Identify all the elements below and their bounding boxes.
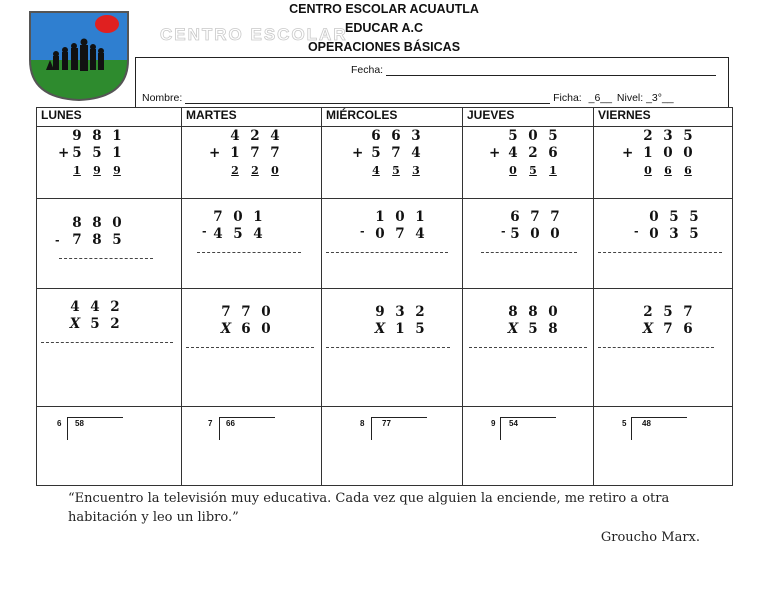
addition-cell: [37, 127, 182, 199]
nombre-field[interactable]: [142, 92, 674, 104]
nivel-value: _3°__: [646, 92, 674, 104]
minus-sign: -: [202, 225, 207, 238]
ficha-value: _6__: [588, 92, 612, 104]
addition-cell: [594, 127, 733, 199]
multiplication-problem: 7 7 0 X 6 0: [216, 304, 276, 338]
subtraction-problem: 1 0 1 - 0 7 4: [360, 209, 425, 242]
answer-line: [469, 347, 587, 348]
subtraction-cell: [37, 199, 182, 289]
subtraction-problem: 6 7 7 - 5 0 0: [501, 209, 560, 242]
answer-line: [41, 342, 173, 343]
times-sign: X: [374, 321, 386, 337]
quote-text: “Encuentro la televisión muy educativa. Cada vez que alguien la enciende, me retiro a otra habitación y leo un libro.”: [68, 491, 670, 525]
minus-sign: -: [55, 234, 60, 247]
addition-problem: 5 0 5 + 4 2 6 0 5 1: [489, 128, 558, 177]
answer-line: [481, 252, 577, 253]
addition-problem: 4 2 4 + 1 7 7 2 2 0: [209, 128, 280, 177]
day-header: VIERNES: [594, 108, 733, 127]
answer-line: [326, 252, 448, 253]
subtraction-problem: 7 0 1 - 4 5 4: [202, 209, 263, 242]
day-header: JUEVES: [463, 108, 594, 127]
minus-sign: -: [360, 225, 365, 238]
day-header: LUNES: [37, 108, 182, 127]
multiplication-cell: [322, 289, 463, 407]
addition-cell: [463, 127, 594, 199]
dividend: 48: [642, 419, 651, 428]
subtraction-cell: [322, 199, 463, 289]
subtraction-cell: [182, 199, 322, 289]
org-name: EDUCAR A.C: [344, 21, 423, 35]
plus-sign: +: [622, 145, 634, 161]
answer-line: [326, 347, 450, 348]
minus-sign: -: [634, 225, 639, 238]
times-sign: X: [642, 321, 654, 337]
subtraction-cell: [463, 199, 594, 289]
day-header: MARTES: [182, 108, 322, 127]
minus-sign: -: [501, 225, 506, 238]
multiplication-cell: [182, 289, 322, 407]
subtraction-problem: 8 8 0 - 7 8 5: [55, 215, 122, 248]
multiplication-problem: 2 5 7 X 7 6: [638, 304, 698, 338]
division-cell: [463, 407, 594, 486]
divisor: 9: [491, 419, 496, 428]
addition-row: [37, 127, 733, 199]
divisor: 6: [57, 419, 62, 428]
division-cell: [182, 407, 322, 486]
plus-sign: +: [58, 145, 70, 161]
watermark-text: CENTRO ESCOLAR: [160, 26, 348, 44]
addition-cell: [182, 127, 322, 199]
multiplication-problem: 9 3 2 X 1 5: [370, 304, 430, 338]
answer-line: [59, 258, 153, 259]
multiplication-cell: [37, 289, 182, 407]
worksheet-title: OPERACIONES BÁSICAS: [307, 40, 461, 54]
addition-problem: 9 8 1 + 5 5 1 1 9 9: [58, 128, 122, 177]
dividend: 77: [382, 419, 391, 428]
fecha-field[interactable]: [351, 64, 716, 76]
answer-line: [186, 347, 314, 348]
division-cell: [37, 407, 182, 486]
addition-cell: [322, 127, 463, 199]
division-cell: [322, 407, 463, 486]
multiplication-cell: [594, 289, 733, 407]
plus-sign: +: [209, 145, 221, 161]
student-info-box: [135, 57, 729, 107]
divisor: 8: [360, 419, 365, 428]
quote-author: Groucho Marx.: [600, 530, 700, 545]
days-header-row: [37, 108, 733, 127]
answer-line: [598, 347, 714, 348]
school-name: CENTRO ESCOLAR ACUAUTLA: [289, 2, 479, 16]
ficha-label: Ficha:: [553, 92, 582, 104]
divisor: 5: [622, 419, 627, 428]
answer-line: [598, 252, 722, 253]
nivel-label: Nivel:: [616, 92, 644, 104]
dividend: 66: [226, 419, 235, 428]
division-cell: [594, 407, 733, 486]
answer-line: [197, 252, 301, 253]
addition-problem: 2 3 5 + 1 0 0 0 6 6: [622, 128, 693, 177]
times-sign: X: [507, 321, 519, 337]
subtraction-cell: [594, 199, 733, 289]
subtraction-row: [37, 199, 733, 289]
multiplication-problem: 4 4 2 X 5 2: [65, 299, 125, 333]
times-sign: X: [220, 321, 232, 337]
multiplication-problem: 8 8 0 X 5 8: [503, 304, 563, 338]
addition-problem: 6 6 3 + 5 7 4 4 5 3: [352, 128, 421, 177]
plus-sign: +: [352, 145, 364, 161]
fecha-label: Fecha:: [351, 64, 384, 76]
operations-table: [36, 107, 733, 486]
multiplication-row: [37, 289, 733, 407]
plus-sign: +: [489, 145, 501, 161]
subtraction-problem: 0 5 5 - 0 3 5: [634, 209, 699, 242]
divisor: 7: [208, 419, 213, 428]
division-bracket: [631, 417, 687, 440]
nombre-label: Nombre:: [142, 92, 183, 104]
multiplication-cell: [463, 289, 594, 407]
dividend: 54: [509, 419, 518, 428]
day-header: MIÉRCOLES: [322, 108, 463, 127]
division-row: [37, 407, 733, 486]
division-bracket: [371, 417, 427, 440]
dividend: 58: [75, 419, 84, 428]
times-sign: X: [69, 316, 81, 332]
